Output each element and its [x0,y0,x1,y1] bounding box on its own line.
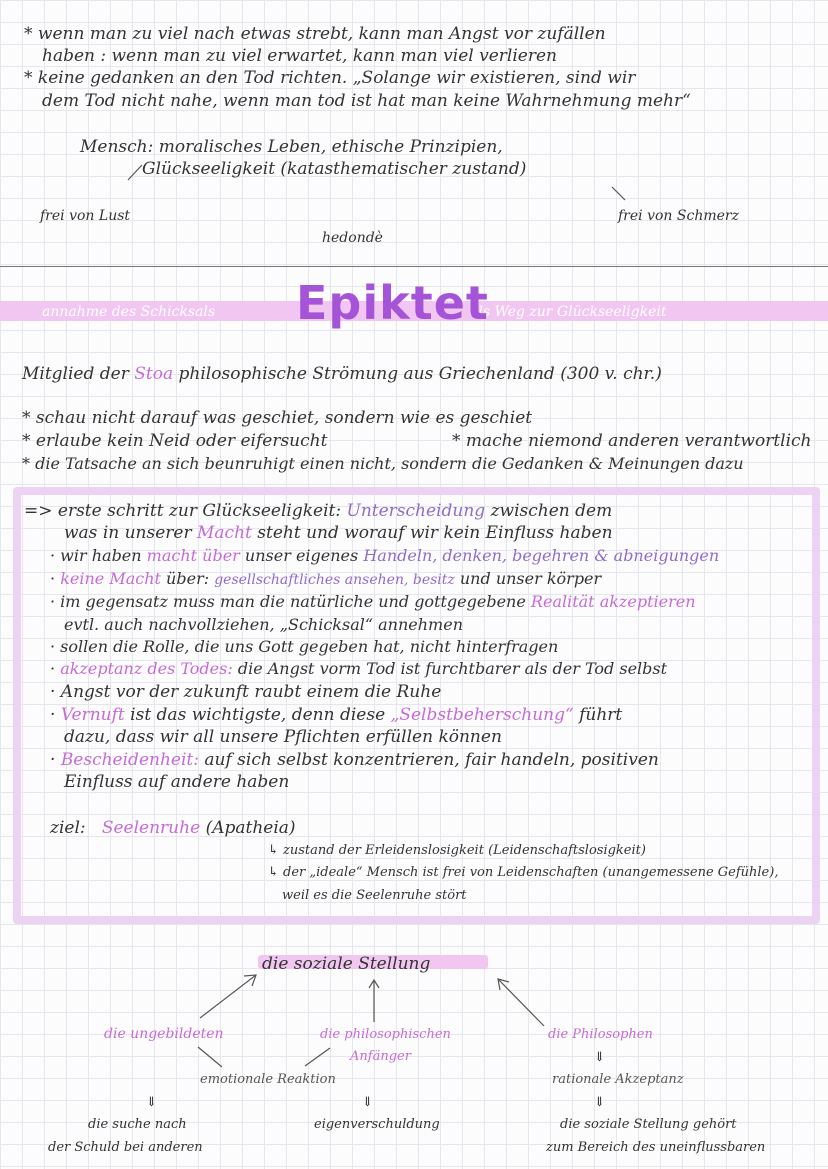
arrow-mid-down [305,1048,330,1066]
frei-von-lust: frei von Lust [40,208,131,224]
box-line-4c: über: [166,569,210,588]
right-out-2: zum Bereich des uneinflussbaren [546,1140,766,1155]
diagram-left: die ungebildeten [104,1026,224,1042]
macht-term: Macht [197,523,252,543]
down-arrow-mid: ⇓ [362,1095,373,1110]
arrow-left-up [200,975,256,1018]
page-title: Epiktet [296,276,489,330]
box-line-3a: · wir haben [50,546,142,565]
box-line-10c: ist das wichtigste, denn diese [130,705,386,725]
box-line-8a: · [50,659,56,678]
box-line-10e: führt [579,705,623,725]
box-line-12c: auf sich selbst konzentrieren, fair handeln, positiven [204,750,659,770]
box-line-8c: die Angst vorm Tod ist furchtbarer als der Tod selbst [237,659,668,678]
realitaet-term: Realität akzeptieren [530,592,696,611]
mitglied-pre: Mitglied der [22,364,129,384]
ziel-sub-1: ↳ zustand der Erleidenslosigkeit (Leidenschaftslosigkeit) [268,843,646,858]
ziel-sub-2: ↳ der „ideale“ Mensch ist frei von Leidenschaften (unangemessene Gefühle), [268,865,779,880]
seelenruhe-term: Seelenruhe [101,818,201,838]
banner-right-text: als Weg zur Glückseeligkeit [470,304,667,320]
mensch-line-2: Glückseeligkeit (katasthematischer zustand) [142,159,527,179]
banner-left-text: annahme des Schicksals [42,304,216,320]
bullet-2b: * mache niemond anderen verantwortlich [452,431,812,451]
right-out-1: die soziale Stellung gehört [560,1117,737,1132]
diagram-center: die soziale Stellung [262,954,431,974]
diagram-right: die Philosophen [548,1027,653,1042]
box-line-9: · Angst vor der zukunft raubt einem die Ruhe [50,682,442,702]
ziel-sub-3: weil es die Seelenruhe stört [282,888,467,903]
diagram-emotional: emotionale Reaktion [200,1072,336,1087]
diagram-mid-1: die philosophischen [320,1027,451,1042]
left-out-1: die suche nach [88,1117,187,1132]
box-line-4a: · [50,569,56,588]
note-line-3: * keine gedanken an den Tod richten. „Solange wir existieren, sind wir [24,68,636,88]
mid-out: eigenverschuldung [314,1117,440,1132]
box-line-13: Einfluss auf andere haben [64,772,290,792]
note-line-2: haben : wenn man zu viel erwartet, kann man viel verlieren [42,46,557,66]
box-line-3c: unser eigenes [244,546,359,565]
mitglied-post: philosophische Strömung aus Griechenland (300 v. chr.) [178,364,662,384]
frei-von-schmerz: frei von Schmerz [618,208,739,224]
box-line-11: dazu, dass wir all unsere Pflichten erfüllen können [64,727,502,747]
box-line-10a: · [50,705,56,725]
down-arrow-right-2: ⇓ [594,1095,605,1110]
box-line-1a: => erste schritt zur Glückseeligkeit: [24,501,342,521]
bullet-1: * schau nicht darauf was geschiet, sondern wie es geschiet [22,408,533,428]
box-line-7: · sollen die Rolle, die uns Gott gegeben hat, nicht hinterfragen [50,637,559,656]
box-line-2c: steht und worauf wir kein Einfluss haben [257,523,613,543]
bullet-2a: * erlaube kein Neid oder eifersucht [22,431,328,451]
vernunft-term: Vernuft [60,705,125,725]
left-out-2: der Schuld bei anderen [48,1140,203,1155]
bullet-3: * die Tatsache an sich beunruhigt einen nicht, sondern die Gedanken & Meinungen dazu [22,454,744,473]
down-arrow-left: ⇓ [146,1095,157,1110]
mensch-line-1: Mensch: moralisches Leben, ethische Prinzipien, [80,137,503,157]
arrow-left-down [198,1047,222,1067]
note-line-1: * wenn man zu viel nach etwas strebt, kann man Angst vor zufällen [24,24,606,44]
unterscheidung-term: Unterscheidung [346,501,486,521]
box-line-1c: zwischen dem [490,501,613,521]
arrow-top-left [128,165,142,180]
handeln-term: Handeln, denken, begehren & abneigungen [363,546,720,565]
ansehen-term: gesellschaftliches ansehen, besitz [214,572,455,588]
keine-macht-term: keine Macht [60,569,161,588]
todes-term: akzeptanz des Todes: [60,659,233,678]
selbstbeherschung-term: „Selbstbeherschung“ [390,705,574,725]
box-line-4e: und unser körper [459,569,602,588]
apatheia-label: (Apatheia) [205,818,296,838]
bescheidenheit-term: Bescheidenheit: [60,750,199,770]
box-line-5a: · im gegensatz muss man die natürliche und gottgegebene [50,592,526,611]
box-line-2a: was in unserer [64,523,192,543]
hedone-label: hedondè [322,230,383,246]
down-arrow-right-1: ⇓ [594,1050,605,1065]
note-line-4: dem Tod nicht nahe, wenn man tod ist hat man keine Wahrnehmung mehr“ [42,91,691,111]
stoa-term: Stoa [134,364,174,384]
box-line-6: evtl. auch nachvollziehen, „Schicksal“ annehmen [64,615,463,634]
diagram-rational: rationale Akzeptanz [552,1072,684,1087]
diagram-mid-2: Anfänger [350,1049,411,1064]
box-line-12a: · [50,750,56,770]
ziel-label: ziel: [50,818,86,838]
arrow-top-right [612,187,625,200]
arrow-right-up [498,979,544,1026]
macht-ueber-term: macht über [146,546,240,565]
